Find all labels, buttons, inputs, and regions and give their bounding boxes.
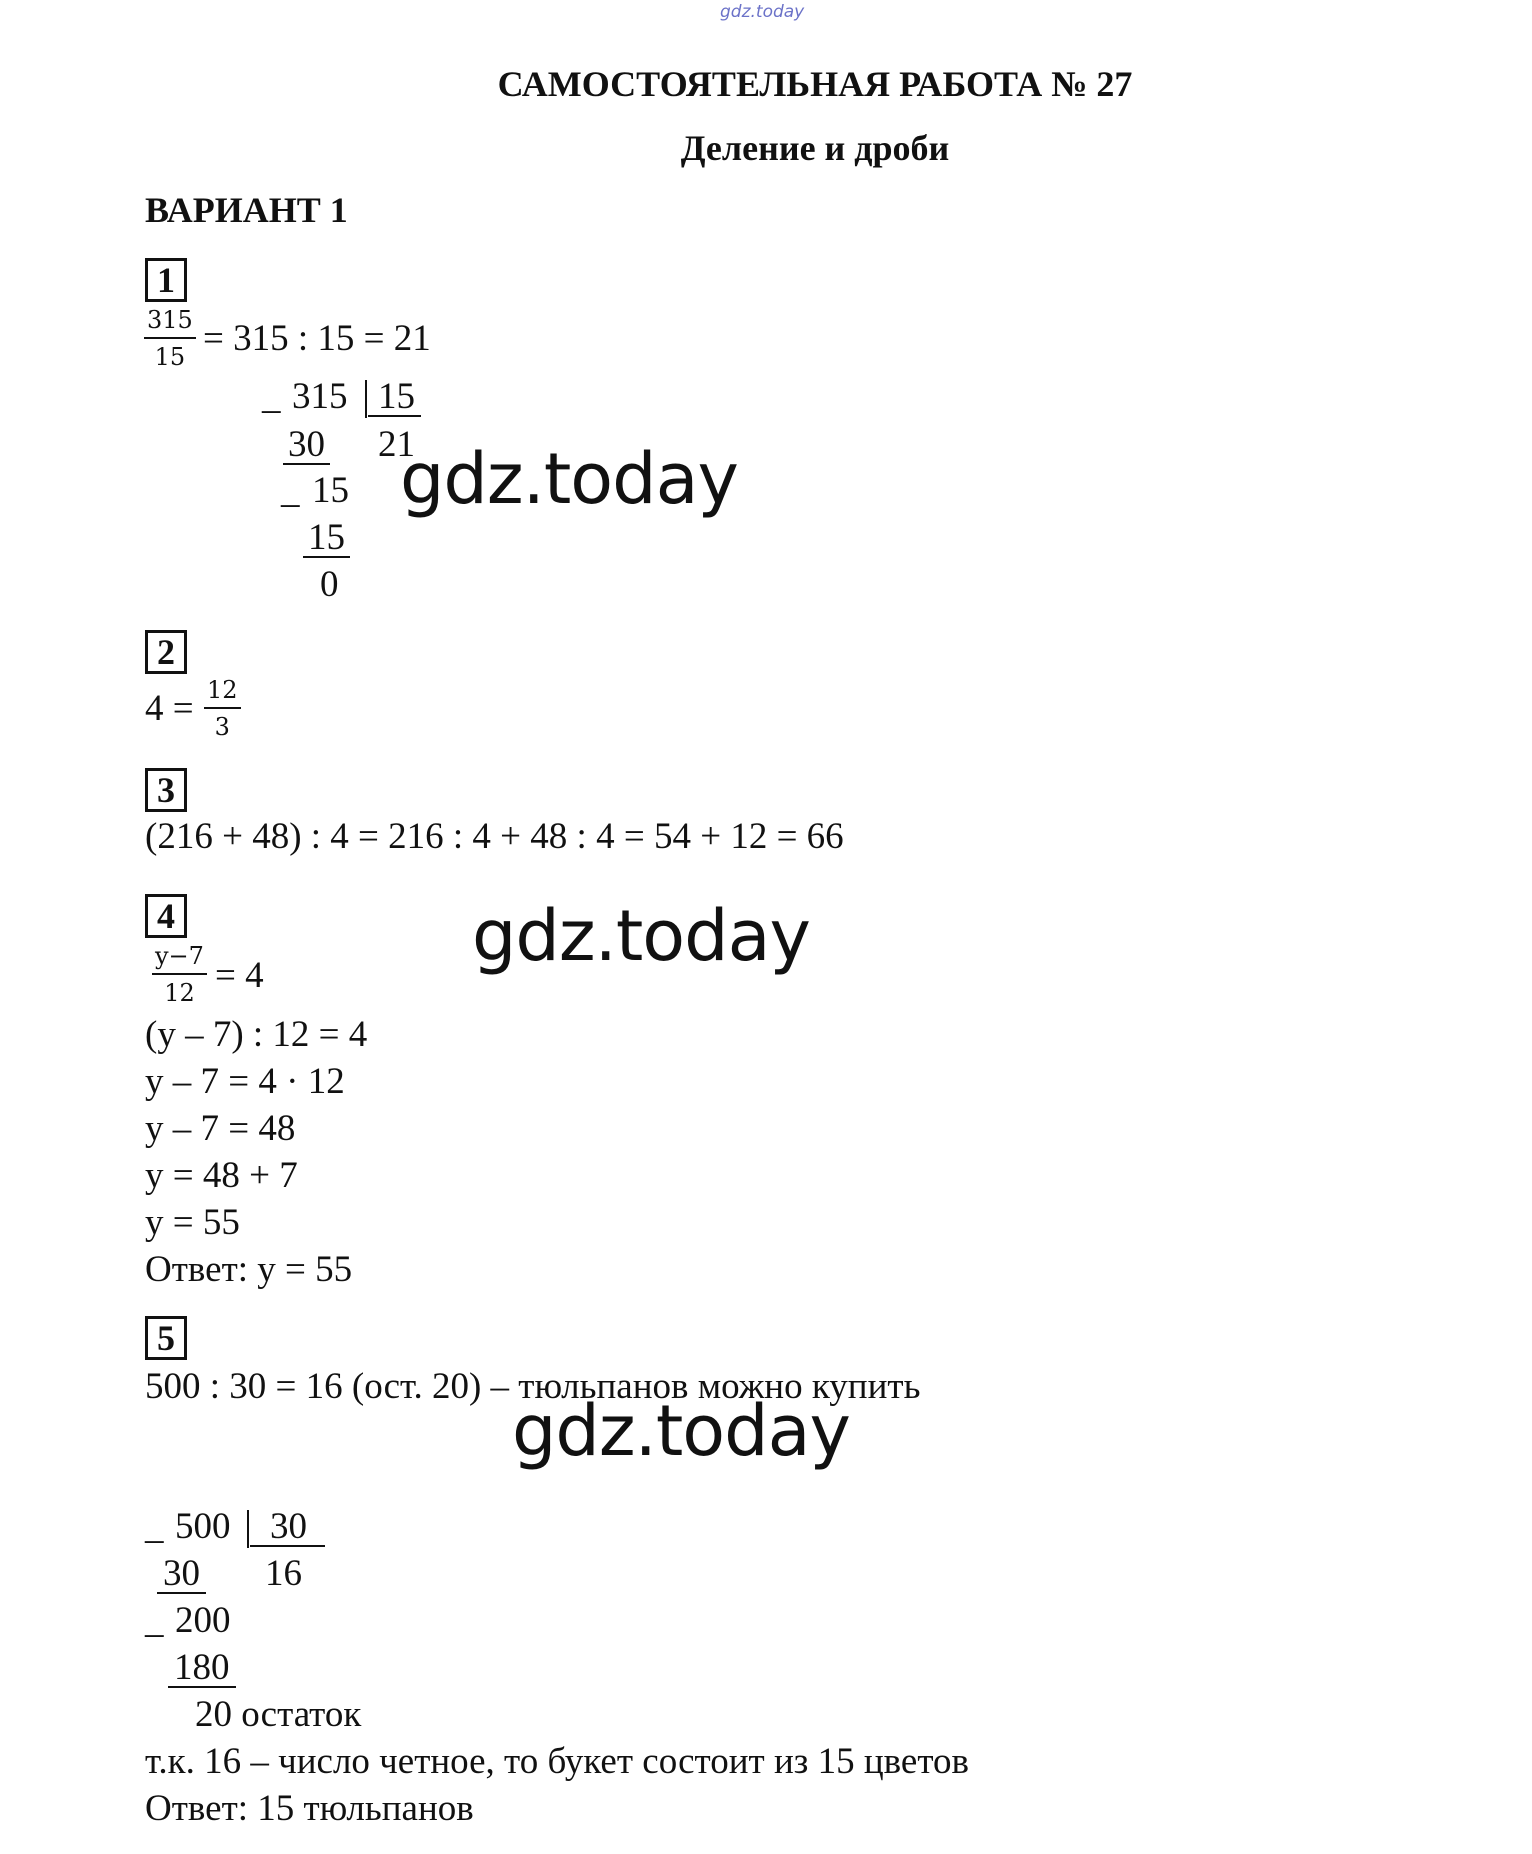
task-2-fraction-numerator: 12	[204, 676, 241, 709]
task-1-fraction-numerator: 315	[144, 306, 196, 339]
task-5-partial: 200	[175, 1600, 231, 1641]
task-1-remainder: 0	[320, 564, 339, 605]
watermark-2: gdz.today	[472, 895, 810, 977]
task-1-divisor: 15	[368, 378, 421, 417]
task-2-fraction-denominator: 3	[214, 713, 230, 741]
task-3-number: 3	[145, 768, 187, 812]
task-1-number: 1	[145, 258, 187, 302]
task-5-minus-2: _	[145, 1600, 164, 1641]
task-5-subtrahend-2: 180	[168, 1649, 236, 1688]
task-1-subtrahend-2: 15	[303, 519, 350, 558]
task-5-number: 5	[145, 1316, 187, 1360]
task-4-line-3: y – 7 = 48	[145, 1108, 296, 1149]
task-4-fraction	[152, 942, 207, 1007]
task-5-quotient: 16	[265, 1553, 302, 1594]
task-4-fraction-denominator: 12	[164, 979, 195, 1007]
task-1-minus-2: _	[281, 470, 300, 511]
task-2-number: 2	[145, 630, 187, 674]
task-2-left: 4 =	[145, 688, 194, 729]
task-1-expression: = 315 : 15 = 21	[203, 318, 431, 359]
top-watermark: gdz.today	[720, 2, 805, 22]
task-4-line-1: (y – 7) : 12 = 4	[145, 1014, 368, 1055]
task-1-minus-1: _	[262, 376, 281, 417]
task-5-subtrahend-1: 30	[157, 1555, 206, 1594]
task-5-line-1: 500 : 30 = 16 (ост. 20) – тюльпанов можно купить	[145, 1366, 921, 1407]
page-subtitle: Деление и дроби	[680, 128, 950, 168]
task-1-division-bar	[365, 380, 367, 418]
task-5-division-bar	[247, 1510, 249, 1548]
task-4-fraction-rhs: = 4	[215, 955, 264, 996]
task-5-line-2: т.к. 16 – число четное, то букет состоит из 15 цветов	[145, 1741, 969, 1782]
variant-heading: ВАРИАНТ 1	[145, 190, 348, 230]
task-5-answer: Ответ: 15 тюльпанов	[145, 1788, 474, 1829]
task-1-fraction	[144, 306, 196, 371]
task-4-answer: Ответ: y = 55	[145, 1249, 353, 1290]
task-5-remainder: 20 остаток	[195, 1694, 362, 1735]
task-4-line-5: y = 55	[145, 1202, 240, 1243]
task-4-line-2: y – 7 = 4 · 12	[145, 1061, 345, 1102]
task-5-dividend: 500	[175, 1506, 231, 1547]
task-3-line: (216 + 48) : 4 = 216 : 4 + 48 : 4 = 54 + 12 = 66	[145, 816, 844, 857]
task-5-divisor: 30	[250, 1508, 325, 1547]
task-1-dividend: 315	[292, 376, 348, 417]
watermark-1: gdz.today	[400, 438, 738, 520]
task-5-minus-1: _	[145, 1506, 164, 1547]
task-1-partial: 15	[312, 470, 349, 511]
task-4-line-4: y = 48 + 7	[145, 1155, 298, 1196]
page-title: САМОСТОЯТЕЛЬНАЯ РАБОТА № 27	[497, 64, 1133, 104]
task-4-number: 4	[145, 894, 187, 938]
task-1-fraction-denominator: 15	[154, 343, 186, 371]
watermark-3: gdz.today	[512, 1390, 850, 1472]
task-1-subtrahend-1: 30	[283, 426, 330, 465]
task-1-quotient: 21	[378, 424, 415, 465]
task-2-fraction	[204, 676, 241, 741]
task-4-fraction-numerator: y−7	[152, 942, 207, 975]
